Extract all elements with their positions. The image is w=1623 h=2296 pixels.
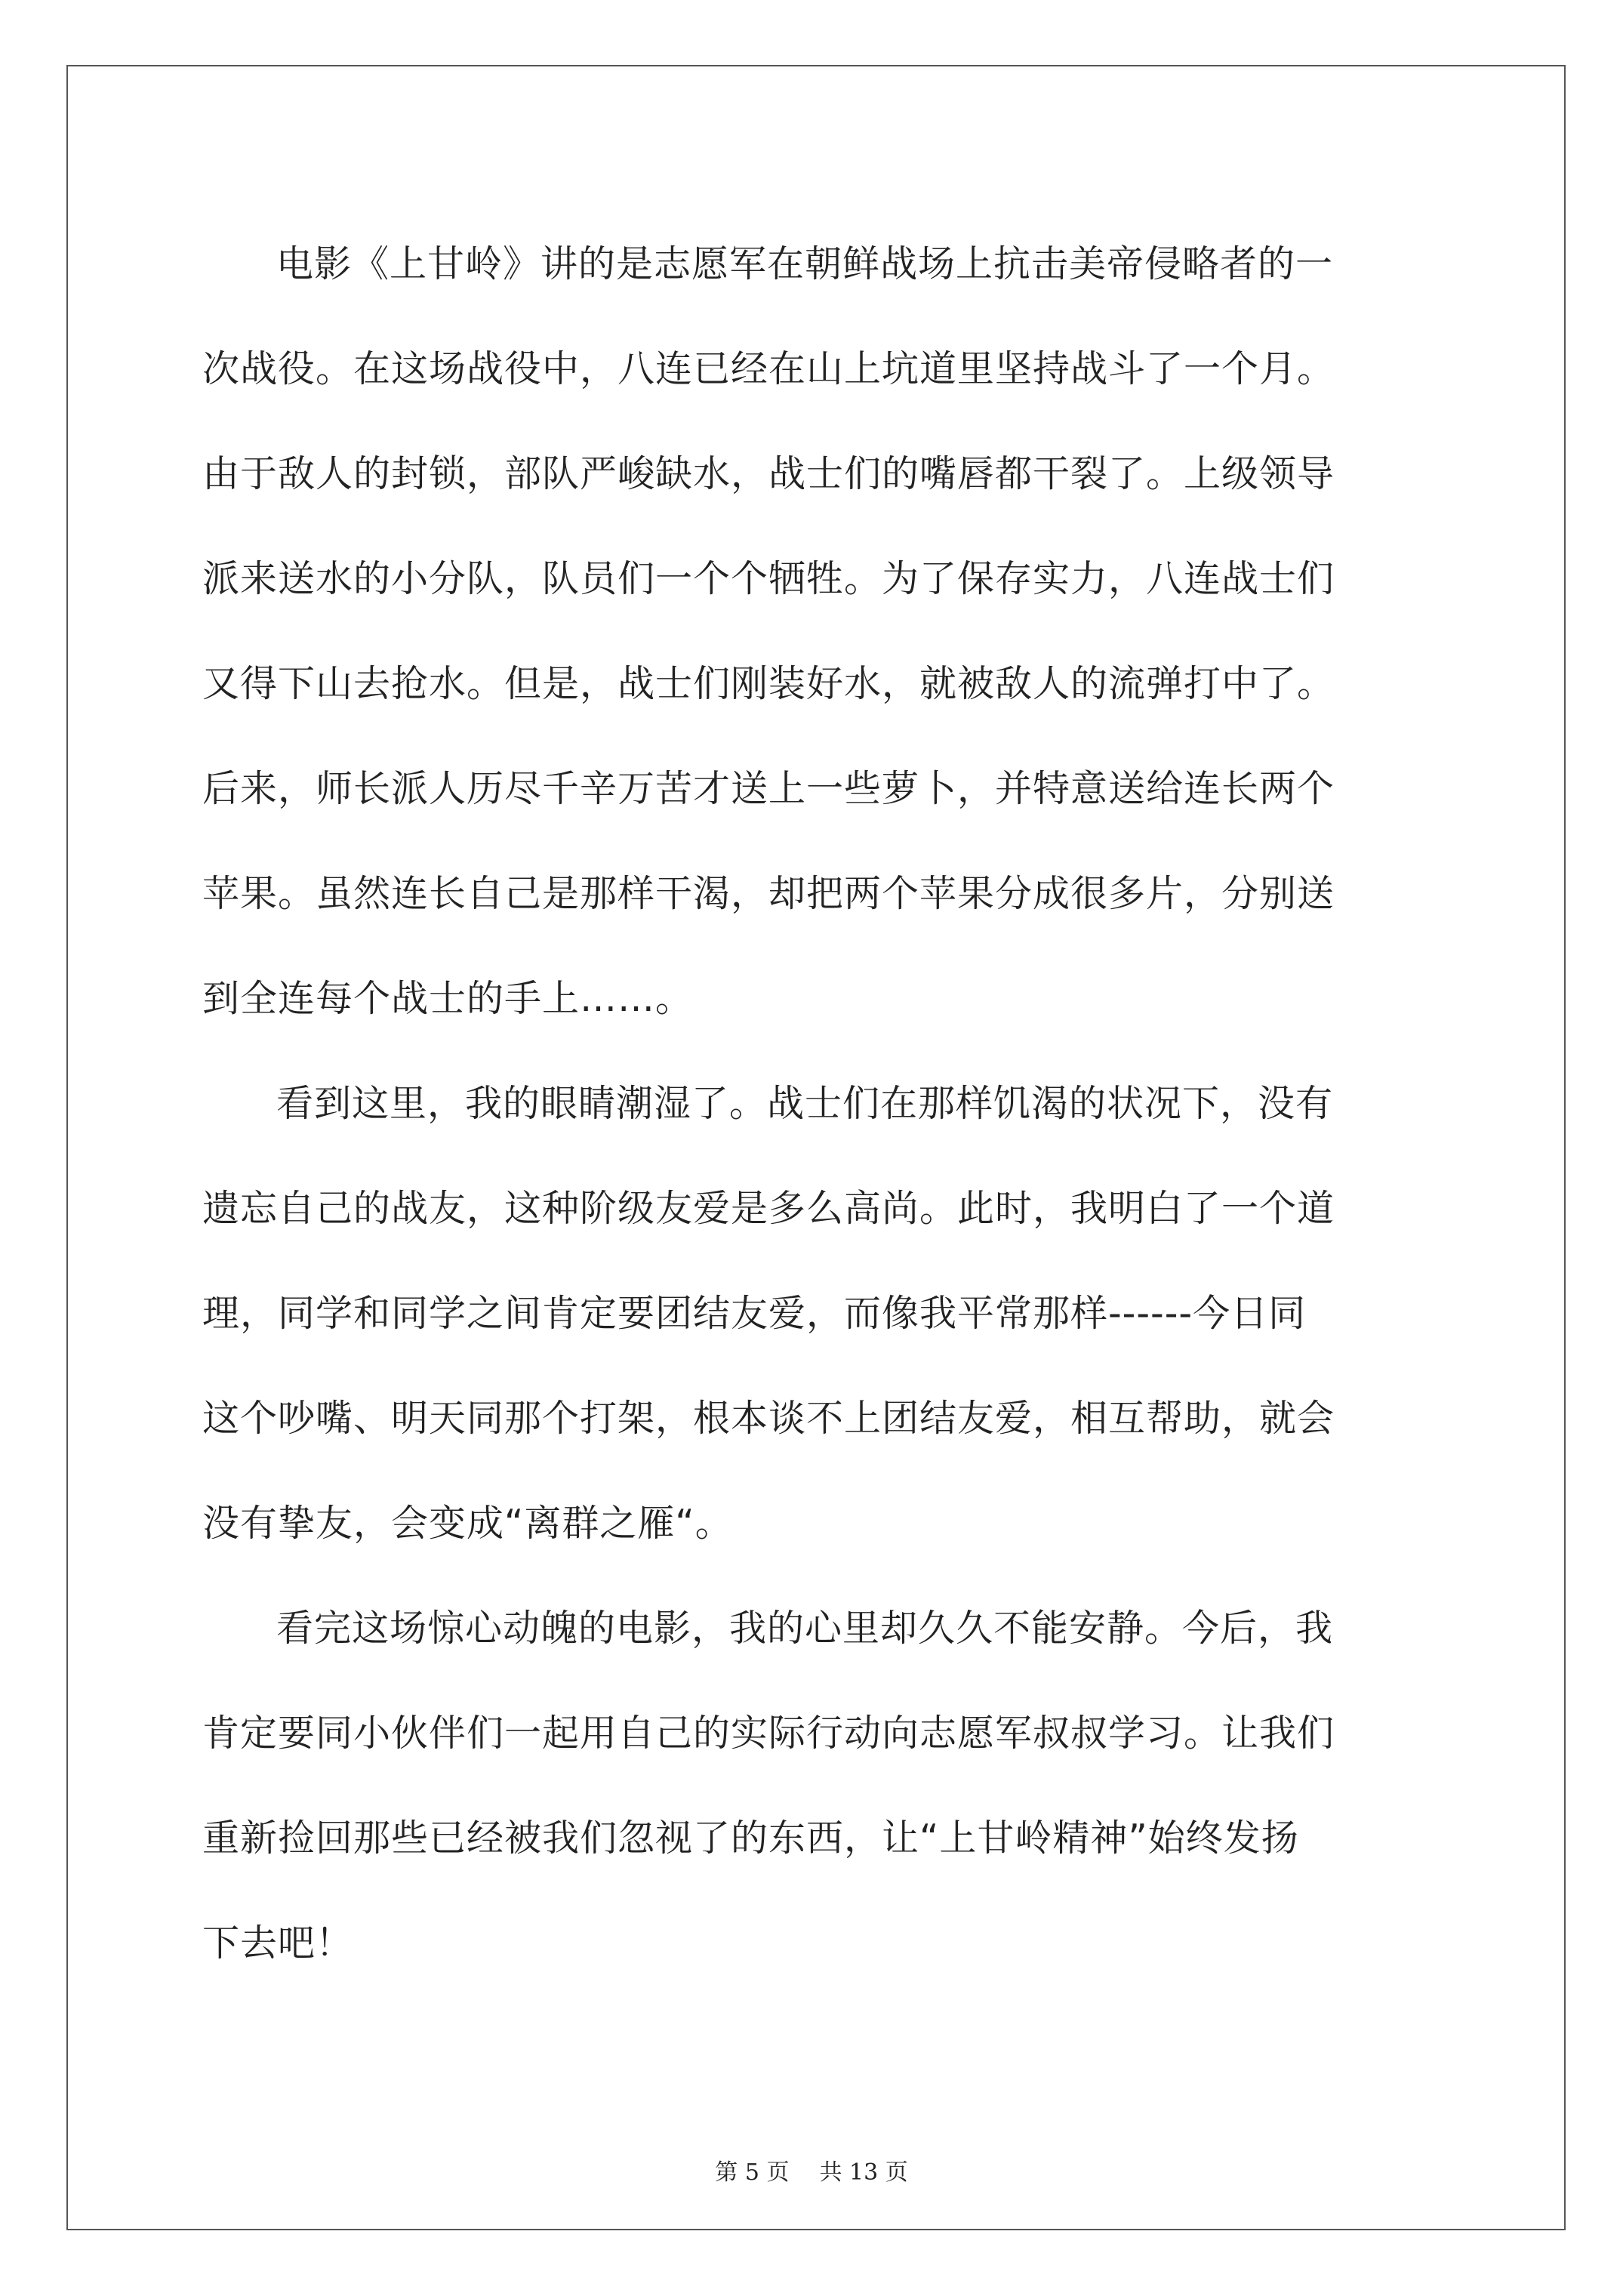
text-line: 苹果。虽然连长自己是那样干渴，却把两个苹果分成很多片，分别送 <box>202 872 1335 915</box>
text-line: 理，同学和同学之间肯定要团结友爱，而像我平常那样------今日同 <box>202 1292 1307 1335</box>
text-line: 电影《上甘岭》讲的是志愿军在朝鲜战场上抗击美帝侵略者的一 <box>276 242 1334 285</box>
text-line: 又得下山去抢水。但是，战士们刚装好水，就被敌人的流弹打中了。 <box>202 662 1335 705</box>
text-line: 看到这里，我的眼睛潮湿了。战士们在那样饥渴的状况下，没有 <box>276 1082 1334 1125</box>
total-page-count: 共 13 页 <box>819 2159 908 2186</box>
page-footer <box>0 2153 1623 2187</box>
text-line: 到全连每个战士的手上……。 <box>202 977 694 1020</box>
current-page-number: 第 5 页 <box>715 2159 790 2186</box>
text-line: 肯定要同小伙伴们一起用自己的实际行动向志愿军叔叔学习。让我们 <box>202 1712 1335 1755</box>
text-line: 这个吵嘴、明天同那个打架，根本谈不上团结友爱，相互帮助，就会 <box>202 1397 1335 1440</box>
document-body <box>202 211 1440 1996</box>
paragraph-3 <box>202 1576 1440 1996</box>
text-line: 派来送水的小分队，队员们一个个牺牲。为了保存实力，八连战士们 <box>202 557 1335 600</box>
text-line: 重新捡回那些已经被我们忽视了的东西，让“上甘岭精神”始终发扬 <box>202 1817 1299 1860</box>
text-line: 后来，师长派人历尽千辛万苦才送上一些萝卜，并特意送给连长两个 <box>202 767 1335 810</box>
text-line: 由于敌人的封锁，部队严峻缺水，战士们的嘴唇都干裂了。上级领导 <box>202 452 1335 495</box>
text-line: 看完这场惊心动魄的电影，我的心里却久久不能安静。今后，我 <box>276 1607 1334 1650</box>
text-line: 没有挚友，会变成“离群之雁“。 <box>202 1502 733 1545</box>
paragraph-2 <box>202 1051 1440 1576</box>
text-line: 次战役。在这场战役中，八连已经在山上坑道里坚持战斗了一个月。 <box>202 347 1335 390</box>
text-line: 下去吧！ <box>202 1922 354 1965</box>
text-line: 遗忘自己的战友，这种阶级友爱是多么高尚。此时，我明白了一个道 <box>202 1187 1335 1230</box>
paragraph-1 <box>202 211 1440 1051</box>
